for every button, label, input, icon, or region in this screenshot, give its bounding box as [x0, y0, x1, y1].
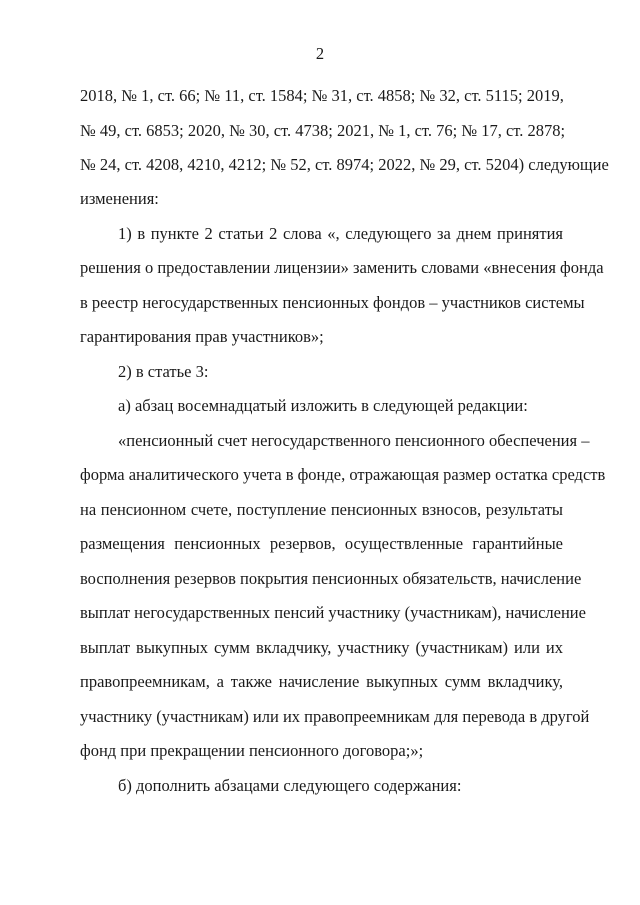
text-line: а) абзац восемнадцатый изложить в следующей редакции: [118, 396, 528, 415]
text-line: № 49, ст. 6853; 2020, № 30, ст. 4738; 2021, № 1, ст. 76; № 17, ст. 2878; [80, 121, 566, 140]
text-line: б) дополнить абзацами следующего содержания: [118, 776, 462, 795]
text-line: 2) в статье 3: [118, 362, 209, 381]
text-line: размещения пенсионных резервов, осуществленные гарантийные [80, 534, 563, 553]
text-line: выплат негосударственных пенсий участнику (участникам), начисление [80, 603, 586, 622]
text-line: «пенсионный счет негосударственного пенсионного обеспечения – [118, 431, 590, 450]
text-line: правопреемникам, а также начисление выкупных сумм вкладчику, [80, 672, 563, 691]
text-line: в реестр негосударственных пенсионных фондов – участников системы [80, 293, 585, 312]
text-line: фонд при прекращении пенсионного договора;»; [80, 741, 424, 760]
text-line: № 24, ст. 4208, 4210, 4212; № 52, ст. 8974; 2022, № 29, ст. 5204) следующие [80, 155, 609, 174]
text-line: решения о предоставлении лицензии» заменить словами «внесения фонда [80, 258, 604, 277]
text-line: выплат выкупных сумм вкладчику, участнику (участникам) или их [80, 638, 563, 657]
text-line: восполнения резервов покрытия пенсионных обязательств, начисление [80, 569, 582, 588]
text-line: участнику (участникам) или их правопреемникам для перевода в другой [80, 707, 590, 726]
text-line: 2018, № 1, ст. 66; № 11, ст. 1584; № 31, ст. 4858; № 32, ст. 5115; 2019, [80, 86, 564, 105]
text-line: форма аналитического учета в фонде, отражающая размер остатка средств [80, 465, 606, 484]
text-line: на пенсионном счете, поступление пенсионных взносов, результаты [80, 500, 563, 519]
text-line: изменения: [80, 189, 159, 208]
page-number: 2 [315, 44, 325, 63]
text-line: гарантирования прав участников»; [80, 327, 324, 346]
text-line: 1) в пункте 2 статьи 2 слова «, следующего за днем принятия [118, 224, 563, 243]
